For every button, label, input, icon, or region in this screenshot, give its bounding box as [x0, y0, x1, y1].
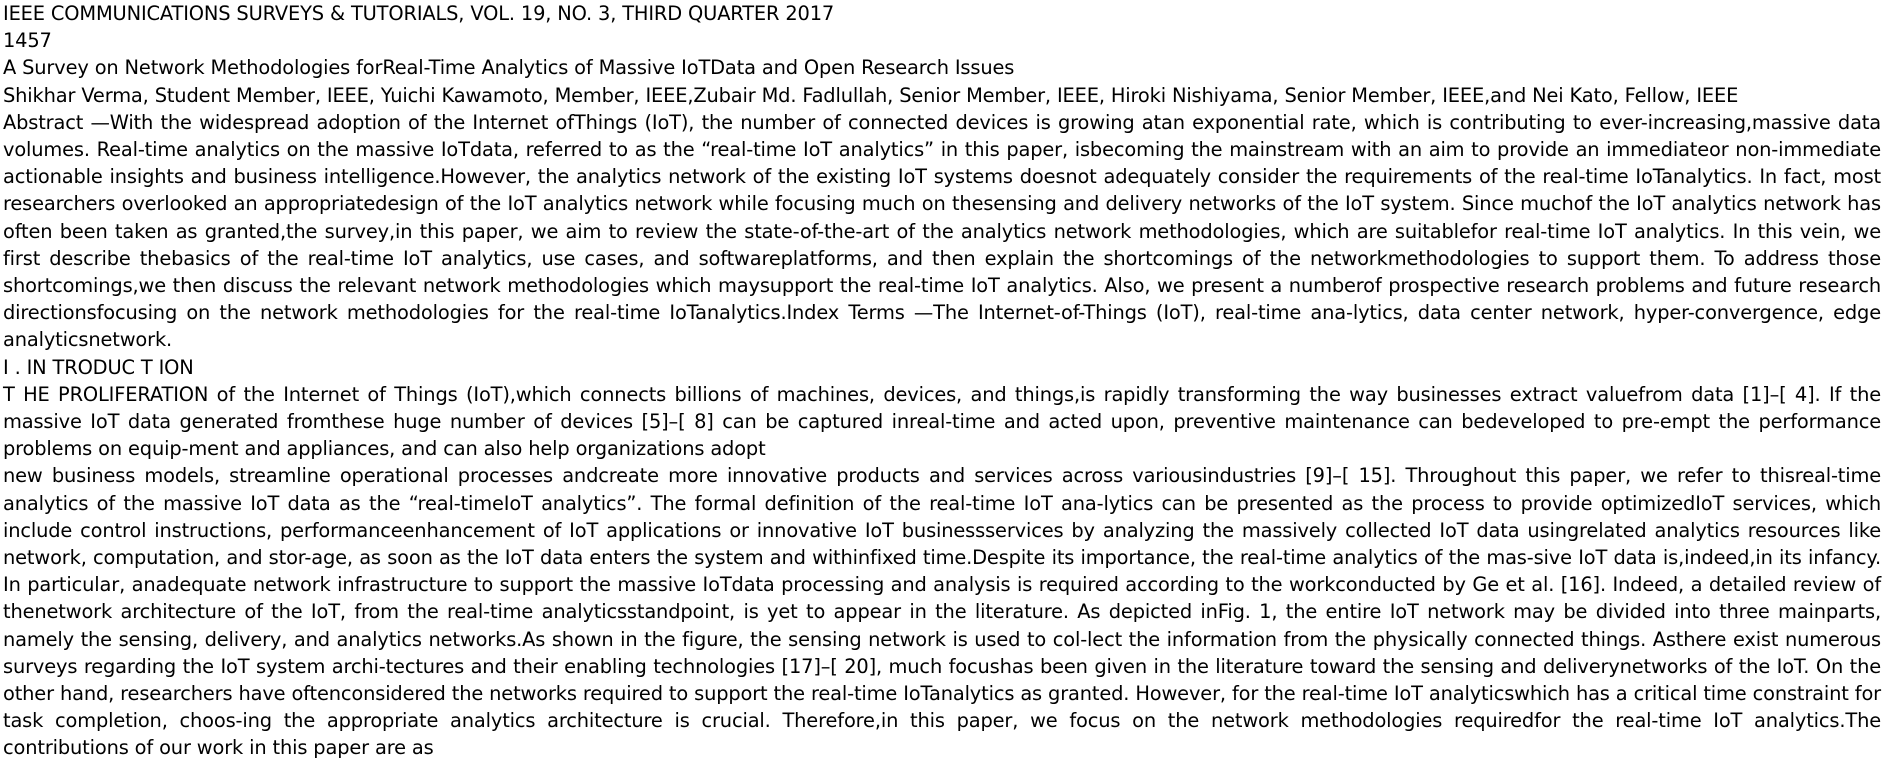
author-list: Shikhar Verma, Student Member, IEEE, Yuichi Kawamoto, Member, IEEE,Zubair Md. Fadlullah, Senior Member, IEEE, Hiroki Nishiyama, Senior Member, IEEE,and Nei Kato, Fellow, IEEE: [3, 83, 1739, 107]
journal-header: IEEE COMMUNICATIONS SURVEYS & TUTORIALS, VOL. 19, NO. 3, THIRD QUARTER 2017: [3, 2, 835, 25]
paper-page: [3, 0, 1881, 760]
abstract-paragraph: Abstract —With the widespread adoption of the Internet ofThings (IoT), the number of connected devices is growing atan exponential rate, which is contributing to ever-increasing,massive data volumes. Real-time analytics on the massive IoTdata, referred to as the “real-time IoT analytics” in this paper, isbecoming the mainstream with an aim to provide an immediateor non-immediate actionable insights and business intelligence.However, the analytics network of the existing IoT systems doesnot adequately consider the requirements of the real-time IoTanalytics. In fact, most researchers overlooked an appropriatedesign of the IoT analytics network while focusing much on thesensing and delivery networks of the IoT system. Since muchof the IoT analytics network has often been taken as granted,the survey,in this paper, we aim to review the state-of-the-art of the analytics network methodologies, which are suitablefor real-time IoT analytics. In this vein, we first describe thebasics of the real-time IoT analytics, use cases, and softwareplatforms, and then explain the shortcomings of the networkmethodologies to support them. To address those shortcomings,we then discuss the relevant network methodologies which maysupport the real-time IoT analytics. Also, we present a numberof prospective research problems and future research directionsfocusing on the network methodologies for the real-time IoTanalytics.Index Terms —The Internet-of-Things (IoT), real-time ana-lytics, data center network, hyper-convergence, edge analyticsnetwork.: [3, 110, 1881, 352]
section-heading-introduction: I . IN TRODUC T ION: [3, 355, 194, 379]
page-number: 1457: [3, 29, 52, 53]
body-paragraph-1: T HE PROLIFERATION of the Internet of Things (IoT),which connects billions of machines, devices, and things,is rapidly transforming the way businesses extract valuefrom data [1]–[ 4]. If the massive IoT data generated fromthese huge number of devices [5]–[ 8] can be captured inreal-time and acted upon, preventive maintenance can bedeveloped to pre-empt the performance problems on equip-ment and appliances, and can also help organizations adopt: [3, 382, 1881, 461]
paper-title: A Survey on Network Methodologies forReal-Time Analytics of Massive IoTData and Open Research Issues: [3, 56, 1015, 80]
body-paragraph-2: new business models, streamline operational processes andcreate more innovative products and services across variousindustries [9]–[ 15]. Throughout this paper, we refer to thisreal-time analytics of the massive IoT data as the “real-timeIoT analytics”. The formal definition of the real-time IoT ana-lytics can be presented as the process to provide optimizedIoT services, which include control instructions, performanceenhancement of IoT applications or innovative IoT businessservices by analyzing the massively collected IoT data usingrelated analytics resources like network, computation, and stor-age, as soon as the IoT data enters the system and withinfixed time.Despite its importance, the real-time analytics of the mas-sive IoT data is,indeed,in its infancy. In particular, anadequate network infrastructure to support the massive IoTdata processing and analysis is required according to the workconducted by Ge et al. [16]. Indeed, a detailed review of thenetwork architecture of the IoT, from the real-time analyticsstandpoint, is yet to appear in the literature. As depicted inFig. 1, the entire IoT network may be divided into three mainparts, namely the sensing, delivery, and analytics networks.As shown in the figure, the sensing network is used to col-lect the information from the physically connected things. Asthere exist numerous surveys regarding the IoT system archi-tectures and their enabling technologies [17]–[ 20], much focushas been given in the literature toward the sensing and deliverynetworks of the IoT. On the other hand, researchers have oftenconsidered the networks required to support the real-time IoTanalytics as granted. However, for the real-time IoT analyticswhich has a critical time constraint for task completion, choos-ing the appropriate analytics architecture is crucial. Therefore,in this paper, we focus on the network methodologies requiredfor the real-time IoT analytics.The contributions of our work in this paper are as: [3, 464, 1881, 760]
